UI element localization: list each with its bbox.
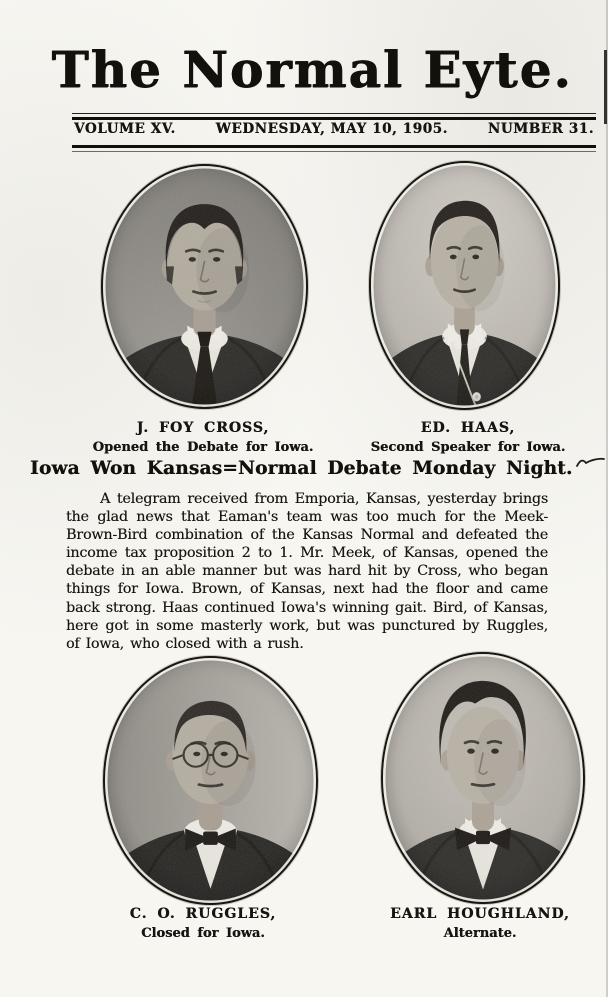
portrait-role: Opened the Debate for Iowa. xyxy=(92,440,314,455)
portrait-caption-houghland xyxy=(342,906,608,941)
article-body: A telegram received from Emporia, Kansas, yesterday brings the glad news that Eaman's team was too much for the Meek-Brown-Bird combination of the Kansas Normal and defeated the income tax proposition 2 to 1. Mr. Meek, of Kansas, opened the debate in an able manner but was hard hit by Cross, who began things for Iowa. Brown, of Kansas, next had the floor and came back strong. Haas continued Iowa's winning gait. Bird, of Kansas, here got in some masterly work, but was punctured by Ruggles, of Iowa, who closed with a rush. xyxy=(66,491,548,652)
volume-label: VOLUME XV. xyxy=(74,121,176,137)
portrait-photo-cross xyxy=(101,164,308,409)
double-rule-bottom xyxy=(72,145,596,152)
article-headline xyxy=(30,458,578,479)
portrait-role: Closed for Iowa. xyxy=(141,926,265,941)
scan-edge-artifact xyxy=(604,50,607,124)
portrait-caption-cross xyxy=(52,420,354,455)
portrait-photo-haas xyxy=(369,161,560,410)
portrait-name: EARL HOUGHLAND, xyxy=(390,906,570,922)
portrait-role: Alternate. xyxy=(443,926,517,941)
portrait-photo-ruggles xyxy=(103,656,318,905)
handwritten-check-icon xyxy=(575,455,605,469)
portrait-name: ED. HAAS, xyxy=(420,420,516,436)
headline-text: Iowa Won Kansas=Normal Debate Monday Night. xyxy=(30,458,573,479)
date-label: WEDNESDAY, MAY 10, 1905. xyxy=(215,121,448,137)
issue-number-label: NUMBER 31. xyxy=(487,121,594,137)
double-rule-top xyxy=(72,113,596,120)
portrait-caption-haas xyxy=(332,420,604,455)
portrait-photo-houghland xyxy=(381,652,585,904)
portrait-caption-ruggles xyxy=(52,906,354,941)
masthead-title: The Normal Eyte. xyxy=(51,40,573,99)
portrait-role: Second Speaker for Iowa. xyxy=(370,440,566,455)
portrait-name: C. O. RUGGLES, xyxy=(129,906,277,922)
portrait-name: J. FOY CROSS, xyxy=(136,420,270,436)
dateline-row xyxy=(74,121,594,137)
